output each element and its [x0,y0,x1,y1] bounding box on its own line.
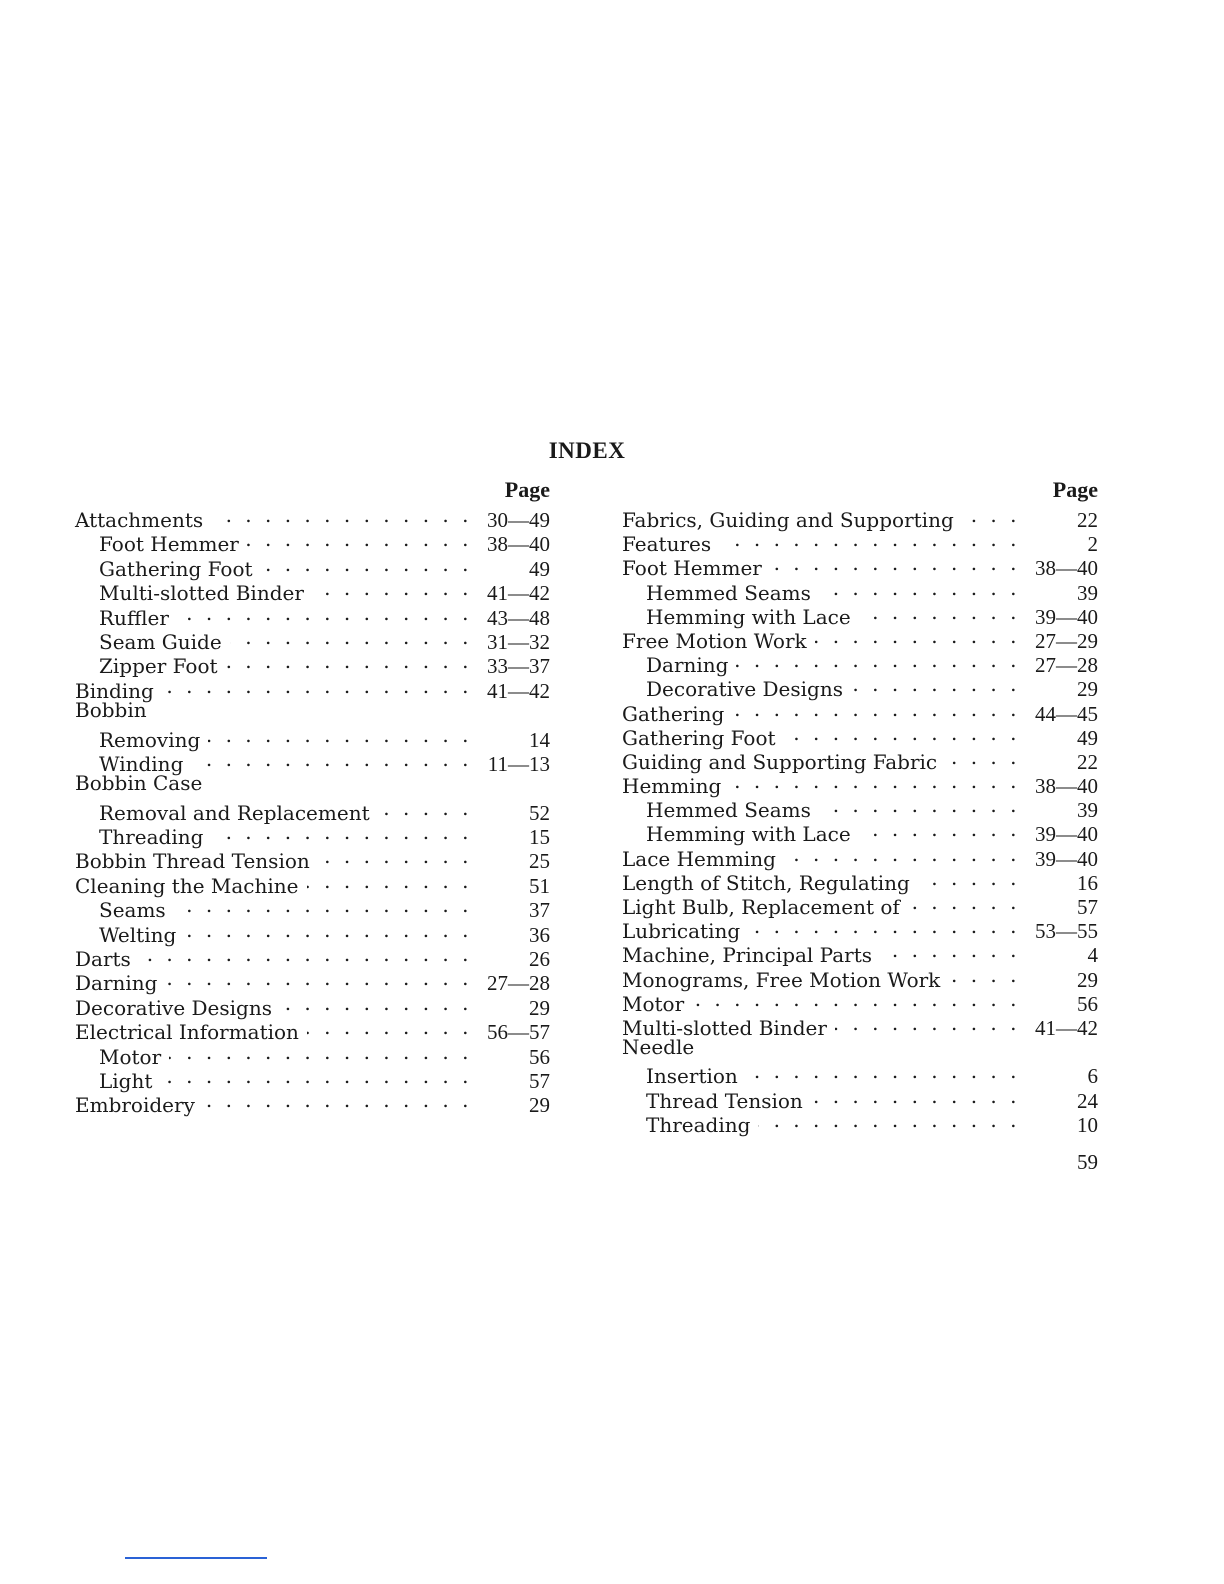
index-entry-page: 56 [529,1044,550,1069]
index-entry-page: 38—40 [1035,556,1098,581]
index-entry-page: 16 [1077,870,1098,895]
index-entries-right [622,503,1098,1137]
dot-leader [165,966,472,990]
index-entry-label: Multi-slotted Binder [99,581,304,606]
page-number: 59 [1077,1150,1098,1174]
dot-leader [261,552,472,576]
dot-leader [962,503,1020,527]
index-column-left [75,476,550,1118]
page-column-header: Page [1052,477,1098,502]
index-entry-label: Hemming with Lace [646,604,851,629]
index-entry-page: 37 [529,898,550,923]
dot-leader [211,503,472,527]
index-entry-page: 36 [529,922,550,947]
index-entry-page: 41—42 [1035,1015,1098,1040]
index-entry-page: 39 [1077,580,1098,605]
dot-leader [948,963,1020,987]
index-entry-page: 27—28 [487,971,550,996]
index-title: INDEX [548,438,626,463]
index-entry-label: Bobbin Thread Tension [75,849,310,874]
index-entry-label: Light [99,1068,153,1093]
dot-leader [211,820,472,844]
index-entry-label: Light Bulb, Replacement of [622,895,900,919]
index-entry-page: 29 [1077,967,1098,992]
index-entry-label: Foot Hemmer [99,532,239,557]
dot-leader [160,1064,472,1088]
index-entry-page: 31—32 [487,629,550,654]
dot-leader [819,576,1020,600]
index-entry-label: Threading [646,1112,751,1137]
dot-leader [758,1108,1020,1132]
index-entry-label: Winding [99,751,184,776]
index-entry-label: Needle [622,1035,695,1060]
index-column-right [622,476,1098,1137]
index-entry-page: 49 [529,556,550,581]
index-entry-page: 25 [529,849,550,874]
dot-leader [139,942,472,966]
index-entry-page: 24 [1077,1088,1098,1113]
dot-leader [177,601,472,625]
index-entry-label: Bobbin [75,698,147,723]
index-entry-page: 56—57 [487,1020,550,1045]
dot-leader [208,723,472,747]
index-entry-page: 15 [529,825,550,850]
index-entry-page: 39—40 [1035,822,1098,847]
dot-leader [307,869,473,893]
index-entry-page: 29 [529,995,550,1020]
dot-leader [732,697,1020,721]
index-entry-page: 41—42 [487,581,550,606]
index-entry-page: 51 [529,873,550,898]
page-column-header: Page [504,477,550,502]
index-entry-page: 41—42 [487,678,550,703]
index-entry-page: 39—40 [1035,604,1098,629]
index-entry-page: 38—40 [1035,774,1098,799]
index-entry-label: Hemming with Lace [646,822,851,847]
index-entry-label: Zipper Foot [99,654,218,679]
index-entry-page: 57 [1077,895,1098,919]
dot-leader [169,1040,472,1064]
index-entry [622,1059,1098,1089]
index-entry-page: 27—28 [1035,653,1098,678]
dot-leader [815,624,1020,648]
index-entry-page: 22 [1077,749,1098,774]
dot-leader [280,991,472,1015]
dot-leader [318,844,472,868]
index-entry-label: Insertion [646,1064,738,1089]
index-entry-label: Hemmed Seams [646,798,811,823]
dot-leader [191,747,472,771]
index-entry-label: Electrical Information [75,1020,299,1045]
index-entry-page: 29 [529,1093,550,1118]
index-entry-label: Decorative Designs [646,677,844,702]
dot-leader [736,648,1020,672]
index-entry-page: 57 [529,1068,550,1093]
index-entries-left [75,503,550,1118]
index-entry-label: Gathering [622,701,725,726]
index-entry-page: 22 [1077,508,1098,532]
dot-leader [162,674,472,698]
index-entry-label: Free Motion Work [622,628,807,653]
index-entry-page: 27—29 [1035,628,1098,653]
dot-leader [918,866,1020,890]
index-entry-label: Ruffler [99,605,169,630]
dot-leader [859,600,1020,624]
dot-leader [784,842,1020,866]
footer-rule [125,1557,267,1559]
index-entry-page: 2 [1087,532,1098,557]
dot-leader [378,796,472,820]
index-entry-label: Lubricating [622,919,741,944]
index-entry-label: Gathering Foot [622,725,776,750]
index-entry-label: Foot Hemmer [622,556,762,581]
index-entry-label: Seams [99,898,166,923]
dot-leader [835,1011,1020,1035]
index-entry-label: Guiding and Supporting Fabric [622,749,938,774]
index-entry-label: Darts [75,947,131,972]
index-entry-page: 56 [1077,991,1098,1016]
index-entry-label: Darning [646,653,729,678]
index-entry-label: Hemming [622,774,722,799]
index-entry-label: Binding [75,678,154,703]
index-entry-page: 6 [1087,1064,1098,1089]
index-entry-label: Machine, Principal Parts [622,943,873,968]
dot-leader [746,1059,1020,1083]
index-entry-label: Darning [75,971,158,996]
index-entry-label: Decorative Designs [75,995,273,1020]
index-entry-label: Gathering Foot [99,556,253,581]
index-entry-label: Hemmed Seams [646,580,811,605]
dot-leader [819,793,1020,817]
index-entry-label: Multi-slotted Binder [622,1015,827,1040]
index-entry-page: 44—45 [1035,701,1098,726]
index-entry-label: Lace Hemming [622,846,776,871]
dot-leader [719,527,1020,551]
dot-leader [307,1015,472,1039]
dot-leader [770,551,1020,575]
index-entry-page: 43—48 [487,605,550,630]
index-entry-label: Removal and Replacement [99,800,370,825]
index-entry-page: 14 [529,727,550,752]
dot-leader [247,527,472,551]
dot-leader [692,987,1020,1011]
index-entry-label: Cleaning the Machine [75,873,299,898]
index-entry-label: Thread Tension [646,1088,803,1113]
index-entry-page: 49 [1077,725,1098,750]
index-entry-label: Motor [99,1044,162,1069]
index-entry-label: Monograms, Free Motion Work [622,967,941,992]
index-entry-label: Length of Stitch, Regulating [622,870,910,895]
index-entry-label: Removing [99,727,201,752]
index-entry-label: Seam Guide [99,629,222,654]
index-entry-page: 33—37 [487,654,550,679]
index-entry-label: Welting [99,922,177,947]
dot-leader [174,893,472,917]
index-entry-page: 4 [1087,943,1098,968]
dot-leader [312,576,472,600]
index-entry-page: 11—13 [487,751,550,776]
dot-leader [784,721,1020,745]
index-entry-page: 30—49 [487,508,550,532]
index-entry-label: Features [622,532,712,557]
dot-leader [859,817,1020,841]
dot-leader [851,672,1020,696]
dot-leader [811,1084,1020,1108]
index-entry-page: 26 [529,947,550,972]
index-entry-page: 38—40 [487,532,550,557]
dot-leader [880,938,1020,962]
index-entry [622,503,1098,532]
dot-leader [226,649,472,673]
index-entry-label: Embroidery [75,1093,195,1118]
dot-leader [748,914,1020,938]
index-entry-page: 52 [529,800,550,825]
index-entry-label: Attachments [75,508,204,532]
index-entry-label: Bobbin Case [75,771,203,796]
dot-leader [908,890,1020,914]
index-entry-page: 39—40 [1035,846,1098,871]
index-entry-page: 29 [1077,677,1098,702]
dot-leader [203,1088,472,1112]
dot-leader [184,918,472,942]
index-entry-page: 10 [1077,1112,1098,1137]
dot-leader [729,769,1020,793]
index-entry-page: 39 [1077,798,1098,823]
index-entry-label: Motor [622,991,685,1016]
index-entry-label: Threading [99,825,204,850]
index-entry [75,503,550,532]
index-entry [75,796,550,825]
dot-leader [230,625,472,649]
index-entry-page: 53—55 [1035,919,1098,944]
dot-leader [945,745,1020,769]
index-entry-label: Fabrics, Guiding and Supporting [622,508,954,532]
index-entry [75,723,550,752]
